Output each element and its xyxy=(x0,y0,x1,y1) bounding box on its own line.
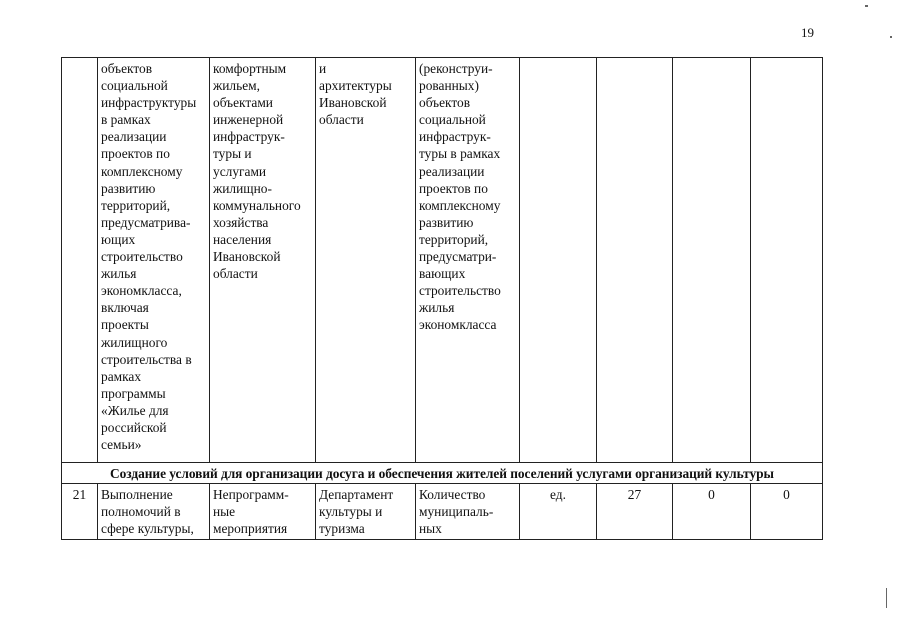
text-line: туры в рамках xyxy=(419,146,501,162)
cell-value-2 xyxy=(673,58,751,463)
text-line: проектов по xyxy=(419,180,488,196)
text-line: строительство xyxy=(101,249,183,265)
text-line: рамках xyxy=(101,368,142,384)
cell-value-1 xyxy=(597,58,673,463)
text-line: туры и xyxy=(213,146,252,162)
text-line: комплексному xyxy=(101,163,183,179)
cell-indicator xyxy=(416,58,520,463)
text-line: вающих xyxy=(419,266,466,282)
text-line: предусматри- xyxy=(419,249,497,265)
text-line: полномочий в xyxy=(101,504,181,520)
text-line: экономкласса, xyxy=(101,283,182,299)
cell-number xyxy=(62,58,98,463)
text-line: жилищного xyxy=(101,334,168,350)
indicator-cell xyxy=(416,484,520,540)
text-line: предусматрива- xyxy=(101,214,191,230)
text-line: строительство xyxy=(419,283,501,299)
text-line: комплексному xyxy=(419,197,501,213)
text-line: и xyxy=(319,61,327,76)
text-line: объектов xyxy=(419,95,471,111)
text-line: социальной xyxy=(101,78,168,94)
program-type-cell xyxy=(210,484,316,540)
text-line: комфортным xyxy=(213,61,287,76)
text-line: Департамент xyxy=(319,487,394,503)
text-line: сфере культуры, xyxy=(101,521,194,537)
text-line: Ивановской xyxy=(319,95,387,111)
text-line: строительства в xyxy=(101,351,192,367)
text-line: культуры и xyxy=(319,504,383,520)
text-line: объектов xyxy=(101,61,153,76)
text-line: ные xyxy=(213,504,236,520)
text-line: инфраструк- xyxy=(213,129,285,145)
text-line: жилья xyxy=(419,300,455,316)
text-line: проекты xyxy=(101,317,149,333)
text-line: хозяйства xyxy=(213,214,269,230)
table-row-21 xyxy=(62,484,823,540)
activity-cell xyxy=(98,484,210,540)
row-number: 21 xyxy=(62,484,98,540)
text-line: рованных) xyxy=(419,78,479,94)
text-line: реализации xyxy=(419,163,485,179)
scan-mark-top xyxy=(865,5,868,7)
text-line: объектами xyxy=(213,95,273,111)
text-line: области xyxy=(319,112,364,128)
text-line: социальной xyxy=(419,112,486,128)
text-line: коммунального xyxy=(213,197,301,213)
text-line: Выполнение xyxy=(101,487,173,503)
text-line: жилья xyxy=(101,266,137,282)
text-line: территорий, xyxy=(419,231,489,247)
text-line: инфраструктуры xyxy=(101,95,197,111)
text-line: (реконструи- xyxy=(419,61,493,76)
cell-value-3 xyxy=(751,58,823,463)
text-line: экономкласса xyxy=(419,317,497,333)
text-line: проектов по xyxy=(101,146,170,162)
text-line: реализации xyxy=(101,129,167,145)
text-line: услугами xyxy=(213,163,267,179)
text-line: инженерной xyxy=(213,112,284,128)
text-line: населения xyxy=(213,231,272,247)
scan-mark-mid xyxy=(890,36,892,38)
section-heading: Создание условий для организации досуга и обеспечения жителей поселений услугами организаций культуры xyxy=(62,463,823,484)
text-line: «Жилье для xyxy=(101,402,169,418)
text-line: территорий, xyxy=(101,197,171,213)
value-3-cell: 0 xyxy=(751,484,823,540)
text-line: в рамках xyxy=(101,112,151,128)
cell-executor xyxy=(316,58,416,463)
continuation-row xyxy=(62,58,823,463)
executor-cell xyxy=(316,484,416,540)
text-line: области xyxy=(213,266,258,282)
text-line: мероприятия xyxy=(213,521,288,537)
text-line: программы xyxy=(101,385,166,401)
text-line: туризма xyxy=(319,521,365,537)
cell-unit xyxy=(520,58,597,463)
cell-activity xyxy=(98,58,210,463)
scan-mark-bottom xyxy=(886,588,887,608)
text-line: ных xyxy=(419,521,442,537)
text-line: жилищно- xyxy=(213,180,272,196)
value-2-cell: 0 xyxy=(673,484,751,540)
text-line: семьи» xyxy=(101,437,142,453)
text-line: российской xyxy=(101,419,167,435)
unit-cell: ед. xyxy=(520,484,597,540)
text-line: Количество xyxy=(419,487,486,503)
text-line: развитию xyxy=(419,214,474,230)
text-line: муниципаль- xyxy=(419,504,494,520)
program-table xyxy=(61,57,823,540)
text-line: развитию xyxy=(101,180,156,196)
text-line: ющих xyxy=(101,231,136,247)
text-line: Непрограмм- xyxy=(213,487,289,503)
text-line: инфраструк- xyxy=(419,129,491,145)
text-line: Ивановской xyxy=(213,249,281,265)
text-line: жильем, xyxy=(213,78,260,94)
cell-program-type xyxy=(210,58,316,463)
page-number: 19 xyxy=(801,25,814,40)
section-row xyxy=(62,463,823,484)
text-line: включая xyxy=(101,300,149,316)
text-line: архитектуры xyxy=(319,78,392,94)
value-1-cell: 27 xyxy=(597,484,673,540)
